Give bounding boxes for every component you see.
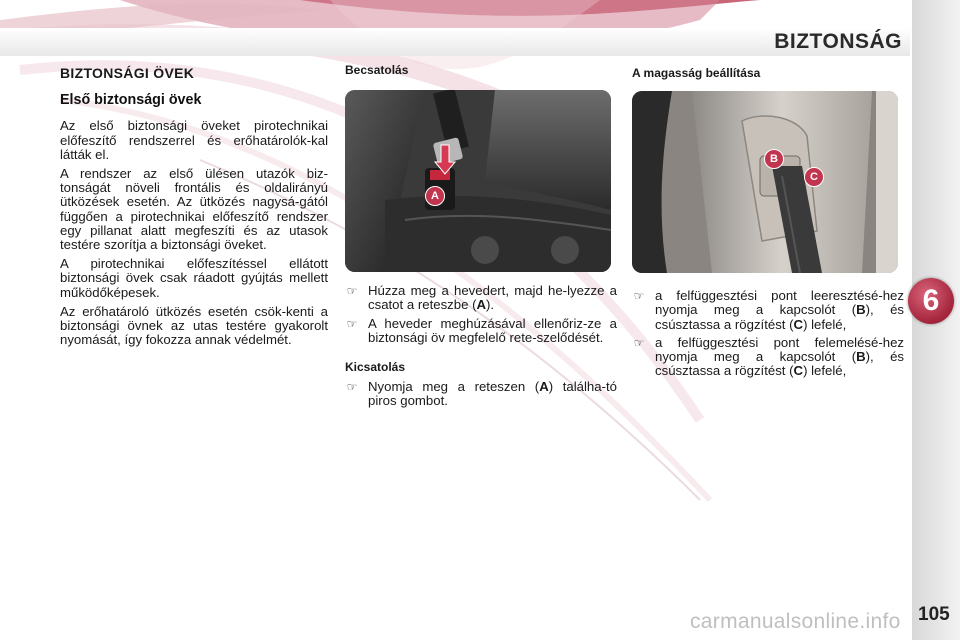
list-item: ☞ Nyomja meg a reteszen (A) találha-tó piros gombot.: [346, 379, 617, 409]
watermark: carmanualsonline.info: [690, 610, 901, 633]
pointing-finger-icon: ☞: [633, 289, 645, 304]
pointing-finger-icon: ☞: [346, 316, 358, 331]
page-number: 105: [918, 604, 950, 625]
paragraph: Az első biztonsági öveket pirotechnikai előfeszítő rendszerrel és erőhatárolók-kal látták el.: [60, 118, 328, 162]
list-item: ☞ A heveder meghúzásával ellenőriz-ze a biztonsági öv megfelelő rete-szelődését.: [346, 315, 617, 345]
left-column: [60, 66, 328, 352]
unbuckling-steps: [345, 380, 617, 408]
seatbelt-buckle-photo: [345, 90, 611, 272]
pointing-finger-icon: ☞: [633, 335, 645, 350]
section-title: BIZTONSÁGI ÖVEK: [60, 65, 195, 81]
label-b-badge: B: [764, 149, 784, 169]
paragraph: Az erőhatároló ütközés esetén csök-kenti a biztonsági övnek az utas testére gyakorolt nyomását, így fokozza annak védelmét.: [60, 303, 328, 348]
list-item: ☞ Húzza meg a hevedert, majd he-lyezze a csatot a reteszbe (A).: [346, 283, 617, 313]
middle-column: [345, 63, 617, 413]
paragraph: A pirotechnikai előfeszítéssel ellátott biztonsági övek csak ráadott gyújtás mellett működőképesek.: [60, 256, 328, 300]
chapter-tab[interactable]: 6: [908, 278, 954, 324]
buckling-steps: [345, 284, 617, 345]
list-item: ☞ a felfüggesztési pont leeresztésé-hez nyomja meg a kapcsolót (B), és csúsztassa a rögzítést (C) lefelé,: [633, 288, 904, 332]
list-item: ☞ a felfüggesztési pont felemelésé-hez nyomja meg a kapcsolót (B), és csúsztassa a rögzítést (C) lefelé,: [633, 334, 904, 379]
height-adjustment-steps: [632, 289, 904, 378]
label-c-badge: C: [804, 167, 824, 187]
right-column: [632, 66, 904, 382]
label-a-badge: A: [425, 186, 445, 206]
subsection-title: Első biztonsági övek: [60, 92, 202, 109]
height-adjuster-photo: [632, 91, 898, 273]
pointing-finger-icon: ☞: [346, 284, 358, 299]
paragraph: A rendszer az első ülésen utazók biz-tonságát növeli frontális és oldalirányú ütközések esetén. Az ütközés nagysá-gától függően a pirotechnikai előfeszítő rendszer egy pillanat alatt megfeszíti és az utasok testére szorítja a biztonsági öveket.: [60, 166, 328, 253]
pointing-finger-icon: ☞: [346, 380, 358, 395]
buckling-heading: Becsatolás: [345, 63, 409, 77]
height-adjustment-heading: A magasság beállítása: [632, 66, 761, 80]
page-header-title: BIZTONSÁG: [774, 30, 902, 53]
unbuckling-heading: Kicsatolás: [345, 360, 406, 375]
